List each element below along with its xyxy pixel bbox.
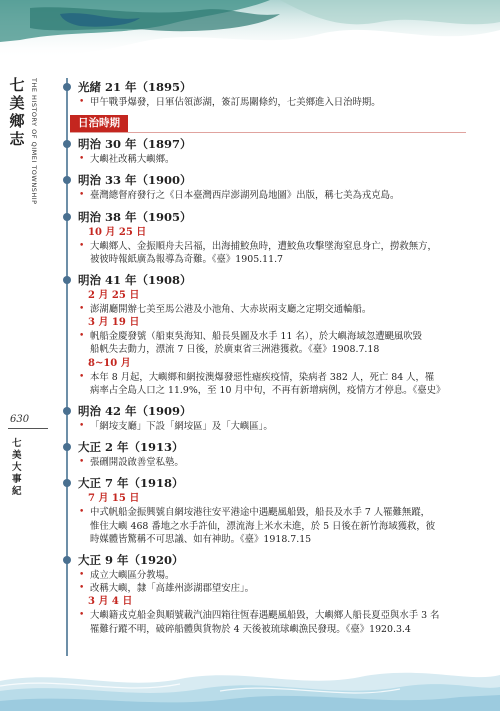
- event-text-line: 張硎開設啟善堂私塾。: [90, 457, 184, 469]
- event-text: [66, 153, 466, 166]
- year-heading: 明治 41 年（1908）: [66, 272, 466, 289]
- page-number: 630: [10, 414, 30, 425]
- event-text: [66, 456, 466, 469]
- event-text: [66, 533, 466, 546]
- bullet-icon: •: [79, 421, 85, 432]
- year-heading: 明治 33 年（1900）: [66, 172, 466, 189]
- bullet-icon: •: [79, 331, 85, 342]
- event-text: [66, 371, 466, 384]
- year-heading: 明治 30 年（1897）: [66, 136, 466, 153]
- event-text-line: 帆船金慶發號（船東吳海知、船長吳圖及水手 11 名），於大嶼海域忽遭颶風吹毀: [90, 331, 422, 343]
- event-text-line: 改稱大嶼，隸「高雄州澎湖郡望安庄」。: [90, 583, 255, 595]
- event-date: 8~10 月: [88, 357, 131, 369]
- bullet-icon: •: [79, 371, 85, 382]
- event-text: [66, 609, 466, 622]
- bullet-icon: •: [79, 97, 85, 107]
- event-text: [66, 253, 466, 266]
- event-text: [66, 582, 466, 595]
- event-text: [66, 520, 466, 533]
- year-heading: 大正 7 年（1918）: [66, 475, 466, 492]
- event-text-line: 大嶼社改稱大嶼鄉。: [90, 154, 175, 166]
- event-text-line: 罹難行蹤不明，破碎船體與貨物於 4 天後被琉球嶼漁民發現。《臺》1920.3.4: [90, 623, 411, 635]
- bullet-icon: •: [79, 154, 85, 165]
- timeline-content: [66, 79, 466, 642]
- year-heading: 光緒 21 年（1895）: [66, 79, 466, 96]
- era-underline: [70, 132, 466, 133]
- bullet-icon: •: [79, 240, 85, 251]
- year-heading: 大正 9 年（1920）: [66, 552, 466, 569]
- chapter-title: 七美大事紀: [12, 438, 22, 497]
- page-number-rule: [8, 428, 48, 429]
- event-date: 7 月 15 日: [88, 493, 140, 505]
- event-date: 3 月 19 日: [88, 317, 140, 329]
- event-text: [66, 240, 466, 253]
- bullet-icon: •: [79, 610, 85, 621]
- bullet-icon: •: [79, 570, 85, 581]
- left-sidebar: [0, 70, 58, 630]
- bullet-icon: •: [79, 457, 85, 468]
- event-date: 2 月 25 日: [88, 290, 140, 302]
- event-text-line: 成立大嶼區分教場。: [90, 570, 175, 582]
- event-text: [66, 189, 466, 202]
- book-title: 七美鄉志: [9, 76, 25, 148]
- bullet-icon: •: [79, 304, 85, 315]
- era-divider: [66, 115, 466, 132]
- event-text-line: 澎湖廳開辦七美至馬公港及小池角、大赤崁兩支廳之定期交通輪船。: [90, 304, 372, 316]
- event-text: [66, 420, 466, 433]
- year-heading: 明治 38 年（1905）: [66, 209, 466, 226]
- event-text-line: 中式帆船金振興號自網垵港往安平港途中遇颶風船毀，船長及水手 7 人罹難無蹤，: [90, 507, 431, 519]
- event-text-line: 被彼時報紙廣為報導為奇難。《臺》1905.11.7: [90, 253, 284, 265]
- year-heading: 明治 42 年（1909）: [66, 403, 466, 420]
- event-text-line: 時媒體皆驚稱不可思議、如有神助。《臺》1918.7.15: [90, 533, 312, 545]
- bullet-icon: •: [79, 190, 85, 201]
- event-text: [66, 569, 466, 582]
- event-text-line: 惟住大嶼 468 番地之水手許仙，漂流海上米水未進，於 5 日後在新竹海域獲救，彼: [90, 520, 436, 532]
- event-text-line: 臺灣總督府發行之《日本臺灣西岸澎湖列島地圖》出版，稱七美為戎克島。: [90, 190, 400, 202]
- event-text-line: 「網垵支廳」下設「網垵區」及「大嶼區」。: [90, 421, 273, 433]
- bullet-icon: •: [79, 507, 85, 518]
- year-heading: 大正 2 年（1913）: [66, 439, 466, 456]
- event-text: [66, 384, 466, 397]
- event-date: 10 月 25 日: [88, 226, 147, 238]
- header-watercolor-banner: [0, 0, 500, 78]
- event-date: 3 月 4 日: [88, 596, 133, 608]
- event-text-line: 大嶼鄉人、金振順舟夫呂福，出海捕鮫魚時，遭鮫魚攻擊墜海窒息身亡，撈救無方，: [90, 240, 437, 252]
- event-text: [66, 96, 466, 109]
- event-text: [66, 506, 466, 519]
- event-text-line: 本年 8 月起，大嶼鄉和網按澳爆發惡性瘧疾疫情，染病者 382 人，死亡 84 人，罹: [90, 371, 435, 383]
- book-subtitle: THE HISTORY OF QIMEI TOWNSHIP: [30, 78, 38, 205]
- event-text: [66, 623, 466, 636]
- event-text-line: 船帆失去動力，漂流 7 日後，於廣東省三洲港獲救。《臺》1908.7.18: [90, 344, 380, 356]
- event-text: [66, 330, 466, 343]
- event-text: [66, 343, 466, 356]
- event-text-line: 甲午戰爭爆發，日軍佔領澎湖，簽訂馬關條約，七美鄉進入日治時期。: [90, 97, 381, 108]
- event-text: [66, 303, 466, 316]
- footer-wave-decoration: [0, 641, 500, 711]
- event-text-line: 大嶼籍戎克船金與順號載汽油四箱往恆春遇颶風船毀，大嶼鄉人船長夏亞與水手 3 名: [90, 610, 440, 622]
- bullet-icon: •: [79, 583, 85, 594]
- era-label: 日治時期: [70, 115, 128, 132]
- event-text-line: 病率占全島人口之 11.9%，至 10 月中旬，不再有新增病例，疫情方才停息。《臺史》: [90, 384, 446, 396]
